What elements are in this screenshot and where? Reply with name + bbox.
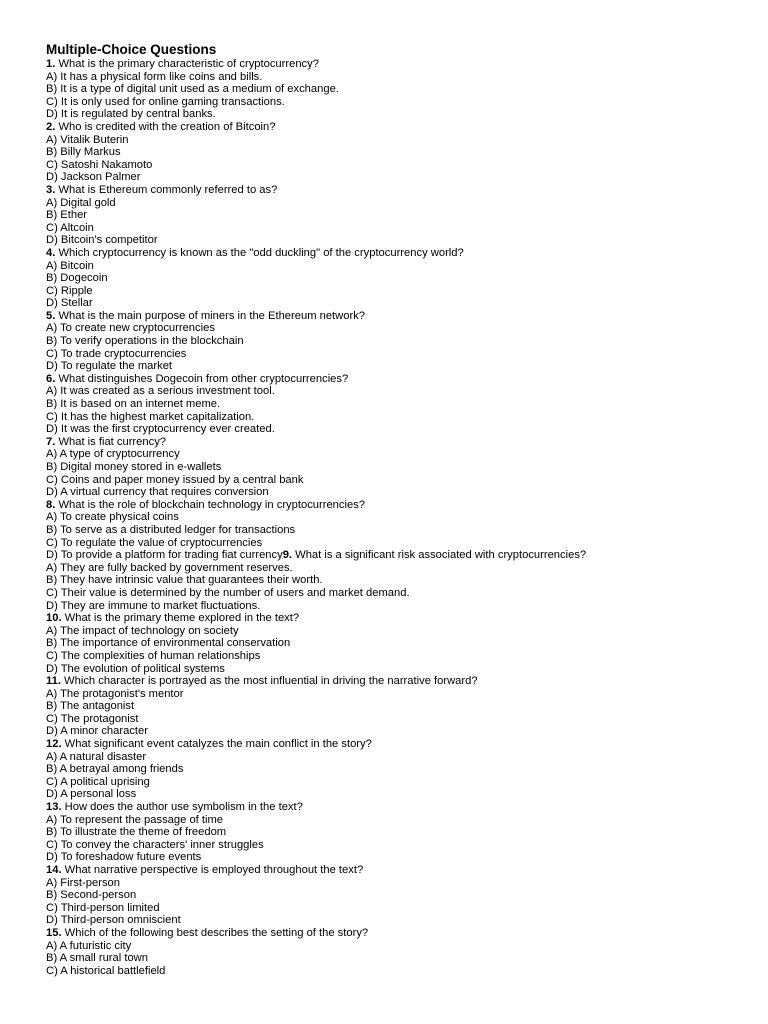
- question-line: [46, 121, 746, 134]
- question-list: [46, 58, 746, 977]
- answer-option: B) Dogecoin: [46, 272, 108, 285]
- question-text: Who is credited with the creation of Bitcoin?: [55, 120, 276, 133]
- question-number: 10.: [46, 612, 62, 625]
- answer-option: B) It is a type of digital unit used as a medium of exchange.: [46, 83, 339, 96]
- answer-option: A) First-person: [46, 876, 120, 889]
- answer-option: B) Second-person: [46, 889, 137, 902]
- question-number: 12.: [46, 738, 62, 751]
- answer-option: C) The protagonist: [46, 712, 139, 725]
- question-number: 15.: [46, 926, 62, 939]
- question-text: What is the primary characteristic of cryptocurrency?: [55, 58, 319, 70]
- question-text: What is the role of blockchain technology in cryptocurrencies?: [55, 498, 366, 511]
- answer-option: D) It is regulated by central banks.: [46, 108, 216, 121]
- question-number: 1.: [46, 58, 56, 70]
- question-line: [46, 247, 746, 260]
- answer-option: C) Coins and paper money issued by a central bank: [46, 473, 304, 486]
- question-text: Which cryptocurrency is known as the "odd duckling" of the cryptocurrency world?: [55, 246, 464, 259]
- answer-option: C) A political uprising: [46, 775, 150, 788]
- answer-option: C) Altcoin: [46, 221, 94, 234]
- answer-option: C) The complexities of human relationships: [46, 649, 261, 662]
- question-text: What narrative perspective is employed throughout the text?: [61, 864, 364, 876]
- answer-option: B) To illustrate the theme of freedom: [46, 826, 227, 839]
- question-line: [46, 58, 746, 71]
- answer-option: C) To trade cryptocurrencies: [46, 347, 187, 360]
- question-text: What distinguishes Dogecoin from other cryptocurrencies?: [55, 372, 349, 385]
- answer-option: A) A futuristic city: [46, 939, 132, 952]
- answer-option: C) It is only used for online gaming transactions.: [46, 95, 285, 108]
- answer-option: D) A virtual currency that requires conversion: [46, 486, 269, 499]
- answer-option: D) It was the first cryptocurrency ever created.: [46, 423, 275, 436]
- question-line: [46, 612, 746, 625]
- answer-option: C) Their value is determined by the number of users and market demand.: [46, 586, 410, 599]
- question-line: [46, 499, 746, 512]
- answer-option: B) The antagonist: [46, 700, 135, 713]
- question-number: 9.: [282, 549, 293, 562]
- question-line: [46, 927, 746, 940]
- question-number: 8.: [46, 498, 56, 511]
- answer-option: B) The importance of environmental conservation: [46, 637, 291, 650]
- answer-option: A) Bitcoin: [46, 259, 94, 272]
- answer-option: B) They have intrinsic value that guarantees their worth.: [46, 574, 323, 587]
- answer-option: B) It is based on an internet meme.: [46, 398, 221, 411]
- answer-option: A) To represent the passage of time: [46, 813, 224, 826]
- question-text: Which of the following best describes the setting of the story?: [61, 926, 369, 939]
- answer-option: A) The impact of technology on society: [46, 624, 239, 637]
- answer-option: B) Ether: [46, 209, 88, 222]
- answer-option: B) A betrayal among friends: [46, 763, 184, 776]
- question-line: [46, 675, 746, 688]
- answer-option: D) A personal loss: [46, 788, 137, 801]
- answer-option: C) To regulate the value of cryptocurrencies: [46, 536, 263, 549]
- answer-option: A) It has a physical form like coins and bills.: [46, 70, 263, 83]
- answer-option: C) Third-person limited: [46, 901, 160, 914]
- question-line: [46, 801, 746, 814]
- answer-option: B) To verify operations in the blockchain: [46, 335, 244, 348]
- document-body: [46, 42, 746, 977]
- answer-option: D) The evolution of political systems: [46, 662, 225, 675]
- question-text: How does the author use symbolism in the text?: [61, 801, 303, 814]
- question-text: What is Ethereum commonly referred to as?: [55, 183, 278, 196]
- answer-option: A) It was created as a serious investment tool.: [46, 385, 275, 398]
- answer-option: D) They are immune to market fluctuations.: [46, 599, 261, 612]
- answer-option: A) A type of cryptocurrency: [46, 448, 180, 461]
- question-number: 11.: [46, 675, 61, 688]
- answer-option: C) To convey the characters' inner struggles: [46, 838, 264, 851]
- answer-option: A) Digital gold: [46, 196, 116, 209]
- question-text: What significant event catalyzes the main conflict in the story?: [61, 738, 372, 751]
- answer-option: A) The protagonist's mentor: [46, 687, 184, 700]
- question-text: What is the main purpose of miners in the Ethereum network?: [55, 309, 366, 322]
- question-line: [46, 436, 746, 449]
- answer-option: A) To create new cryptocurrencies: [46, 322, 215, 335]
- answer-option: A) Vitalik Buterin: [46, 133, 129, 146]
- answer-option: C) It has the highest market capitalization.: [46, 410, 255, 423]
- question-number: 3.: [46, 183, 56, 196]
- question-line: [46, 184, 746, 197]
- page-title: Multiple-Choice Questions: [46, 42, 217, 57]
- answer-option: B) Digital money stored in e-wallets: [46, 461, 222, 473]
- answer-option: D) To foreshadow future events: [46, 851, 202, 864]
- question-text: What is the primary theme explored in the text?: [61, 612, 300, 625]
- answer-option: C) Ripple: [46, 284, 93, 297]
- question-number: 7.: [46, 435, 56, 448]
- question-line: [46, 738, 746, 751]
- option-text: D) To provide a platform for trading fiat currency: [46, 549, 283, 562]
- question-number: 2.: [46, 120, 56, 133]
- question-text: What is fiat currency?: [55, 435, 167, 448]
- answer-option: B) Billy Markus: [46, 146, 121, 159]
- answer-option: B) To serve as a distributed ledger for transactions: [46, 523, 296, 536]
- question-number: 14.: [46, 864, 62, 876]
- answer-option: D) A minor character: [46, 725, 148, 738]
- answer-option: C) Satoshi Nakamoto: [46, 158, 153, 171]
- answer-option: B) A small rural town: [46, 952, 148, 965]
- answer-option: A) A natural disaster: [46, 750, 147, 763]
- answer-option: A) They are fully backed by government reserves.: [46, 561, 293, 574]
- answer-option: D) Jackson Palmer: [46, 171, 141, 184]
- question-text: What is a significant risk associated with cryptocurrencies?: [292, 549, 587, 562]
- question-line: [46, 373, 746, 386]
- answer-option: D) To regulate the market: [46, 360, 173, 373]
- answer-option: D) Bitcoin's competitor: [46, 234, 158, 247]
- question-number: 6.: [46, 372, 56, 385]
- question-text: Which character is portrayed as the most influential in driving the narrative forward?: [60, 675, 478, 688]
- answer-option: D) Third-person omniscient: [46, 914, 181, 927]
- question-line: [46, 864, 746, 877]
- question-number: 5.: [46, 309, 56, 322]
- question-number: 4.: [46, 246, 56, 259]
- question-number: 13.: [46, 801, 62, 814]
- answer-option: D) Stellar: [46, 297, 93, 310]
- question-line: [46, 549, 746, 562]
- question-line: [46, 310, 746, 323]
- answer-option: A) To create physical coins: [46, 511, 179, 524]
- answer-option: C) A historical battlefield: [46, 964, 166, 977]
